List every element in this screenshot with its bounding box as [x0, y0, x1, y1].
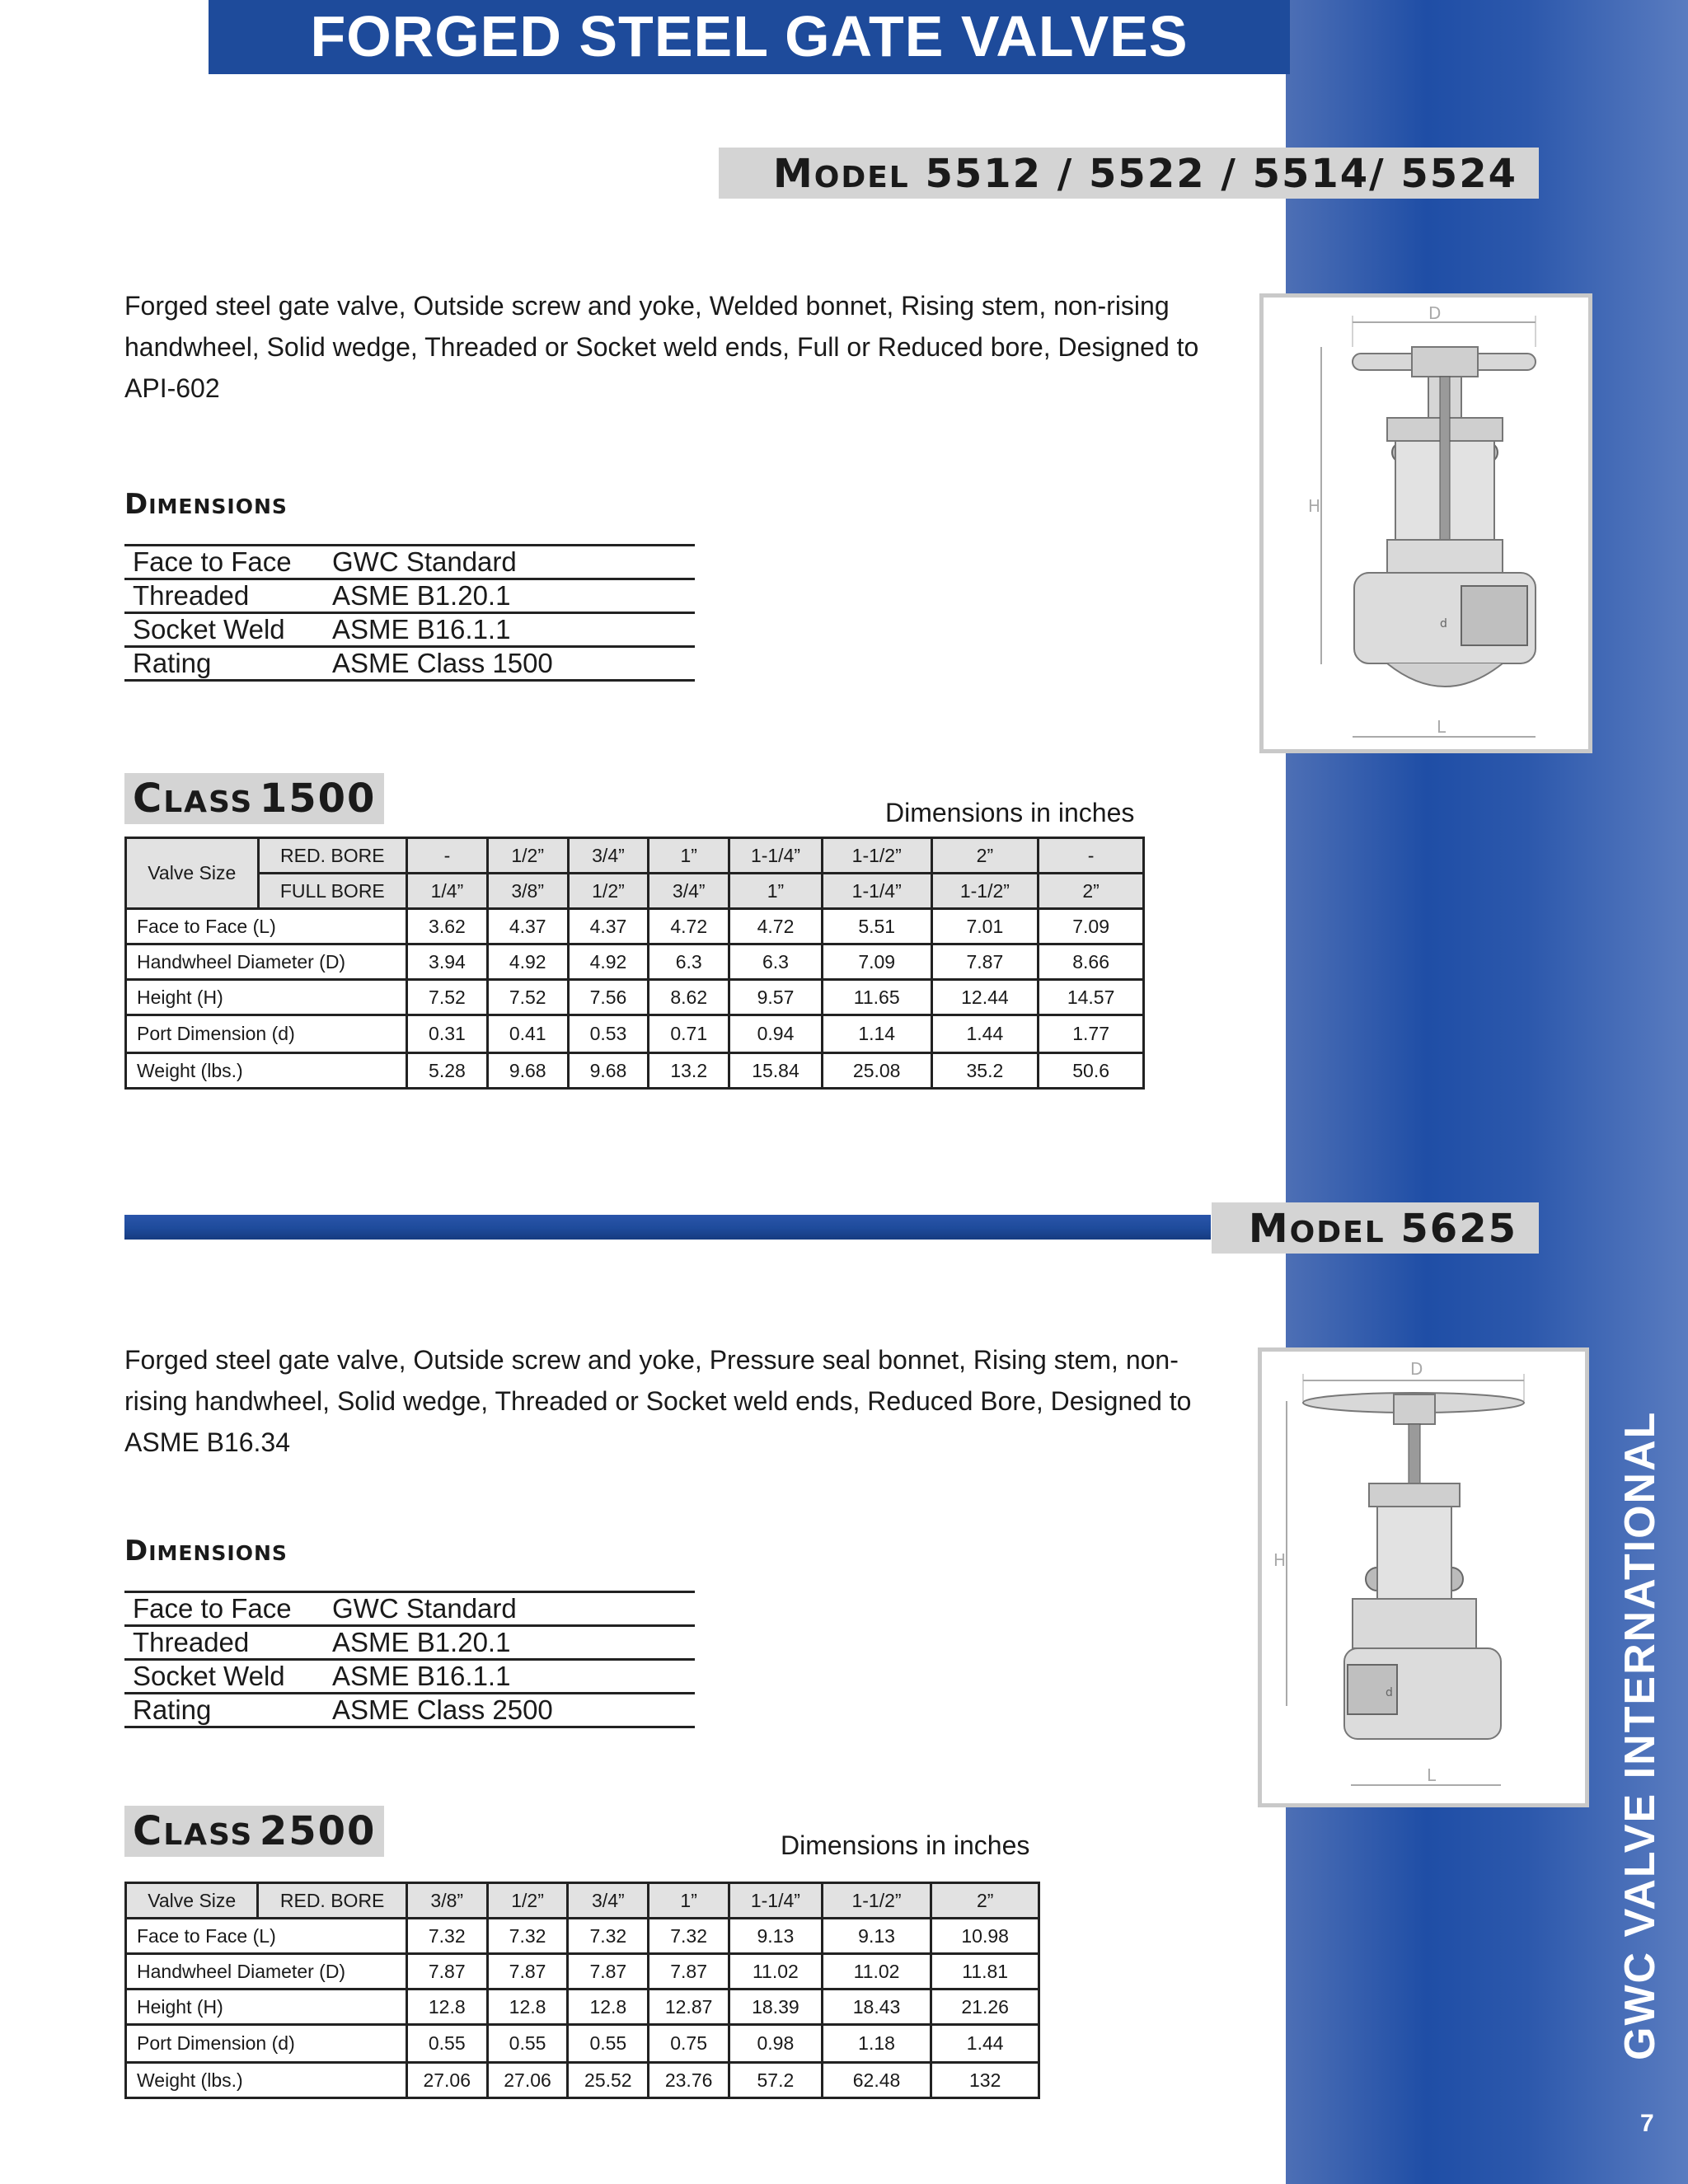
table-cell: 9.57: [729, 980, 823, 1015]
class-heading-2-cap: C: [133, 1808, 164, 1854]
red-bore-header: RED. BORE: [258, 838, 407, 874]
table-cell: 0.31: [407, 1015, 488, 1053]
red-bore-size: 1”: [649, 838, 729, 874]
table-cell: 27.06: [487, 2063, 568, 2098]
table-cell: 13.2: [649, 1053, 729, 1089]
spec-value: ASME B1.20.1: [324, 579, 695, 613]
spec-value: GWC Standard: [324, 1592, 695, 1626]
table-cell: 25.08: [822, 1053, 931, 1089]
red-bore-size: -: [1039, 838, 1144, 874]
table-cell: 15.84: [729, 1053, 823, 1089]
red-bore-size: 1-1/4”: [729, 1883, 823, 1919]
table-cell: 4.72: [729, 909, 823, 944]
table-cell: 9.68: [568, 1053, 649, 1089]
spec-value: ASME Class 1500: [324, 647, 695, 681]
valve-drawing-1-label-d: D: [1428, 303, 1442, 323]
row-label: Height (H): [126, 980, 407, 1015]
red-bore-size: 1/2”: [487, 1883, 568, 1919]
full-bore-header: FULL BORE: [258, 874, 407, 909]
model-heading-2: [1212, 1202, 1539, 1254]
valve-drawing-2-label-port: d: [1386, 1686, 1393, 1699]
table-cell: 8.62: [649, 980, 729, 1015]
row-label: Port Dimension (d): [126, 2025, 407, 2063]
spec-value: ASME B1.20.1: [324, 1626, 695, 1660]
row-label: Handwheel Diameter (D): [126, 944, 407, 980]
spec-row: [124, 1660, 695, 1694]
description-1: Forged steel gate valve, Outside screw and yoke, Welded bonnet, Rising stem, non-rising handwheel, Solid wedge, Threaded or Socket weld ends, Full or Reduced bore, Designed to API-602: [124, 291, 1199, 403]
dimensions-heading-1-cap: D: [124, 488, 149, 521]
table-cell: 0.55: [487, 2025, 568, 2063]
table-row: [126, 2025, 1039, 2063]
table-cell: 7.87: [406, 1954, 487, 1990]
table-cell: 1.77: [1039, 1015, 1144, 1053]
class-1500-table: [124, 837, 1145, 1090]
valve-drawing-2-label-d: D: [1410, 1359, 1423, 1379]
table-cell: 7.32: [406, 1919, 487, 1954]
full-bore-size: 3/4”: [649, 874, 729, 909]
valve-drawing-1-label-h: H: [1308, 496, 1321, 516]
table-cell: 27.06: [406, 2063, 487, 2098]
table-cell: 0.53: [568, 1015, 649, 1053]
table-cell: 0.75: [649, 2025, 729, 2063]
table-cell: 1.18: [822, 2025, 931, 2063]
red-bore-size: -: [407, 838, 488, 874]
red-bore-size: 1-1/2”: [822, 838, 931, 874]
table-cell: 1.44: [931, 2025, 1039, 2063]
full-bore-size: 1”: [729, 874, 823, 909]
table-cell: 3.62: [407, 909, 488, 944]
table-cell: 7.01: [931, 909, 1039, 944]
red-bore-size: 2”: [931, 838, 1039, 874]
spec-value: ASME B16.1.1: [324, 1660, 695, 1694]
table-row: [126, 1919, 1039, 1954]
table-cell: 0.94: [729, 1015, 823, 1053]
table-cell: 0.55: [568, 2025, 649, 2063]
table-cell: 4.37: [487, 909, 568, 944]
table-cell: 0.55: [406, 2025, 487, 2063]
table-cell: 1.14: [822, 1015, 931, 1053]
table-cell: 0.98: [729, 2025, 823, 2063]
table-cell: 7.56: [568, 980, 649, 1015]
model-heading-2-word: ODEL: [1289, 1216, 1386, 1249]
table-cell: 7.09: [1039, 909, 1144, 944]
table-cell: 12.8: [487, 1990, 568, 2025]
red-bore-size: 2”: [931, 1883, 1039, 1919]
table-cell: 132: [931, 2063, 1039, 2098]
page-title: FORGED STEEL GATE VALVES: [209, 0, 1290, 74]
table-cell: 12.44: [931, 980, 1039, 1015]
spec-value: GWC Standard: [324, 546, 695, 579]
table-cell: 12.87: [649, 1990, 729, 2025]
valve-drawing-2-label-l: L: [1427, 1765, 1437, 1785]
class-heading-1: [124, 773, 384, 824]
dimensions-note-2: Dimensions in inches: [781, 1830, 1030, 1860]
full-bore-size: 2”: [1039, 874, 1144, 909]
table-cell: 11.02: [822, 1954, 931, 1990]
row-label: Height (H): [126, 1990, 407, 2025]
spec-row: [124, 1694, 695, 1727]
table-cell: 14.57: [1039, 980, 1144, 1015]
dimensions-heading-2: [124, 1535, 288, 1568]
dimensions-heading-1-rest: IMENSIONS: [148, 494, 288, 518]
table-cell: 3.94: [407, 944, 488, 980]
red-bore-size: 3/8”: [406, 1883, 487, 1919]
table-row: [126, 1053, 1144, 1089]
spec-value: ASME B16.1.1: [324, 613, 695, 647]
spec-label: Rating: [124, 1694, 324, 1727]
table-row: [126, 944, 1144, 980]
table-row: [126, 1990, 1039, 2025]
dimensions-heading-2-cap: D: [124, 1535, 149, 1568]
dimensions-heading-1: [124, 488, 288, 521]
class-heading-2-rest: LASS: [163, 1818, 254, 1852]
table-cell: 18.39: [729, 1990, 823, 2025]
table-cell: 23.76: [649, 2063, 729, 2098]
class-heading-1-rest: LASS: [163, 785, 254, 819]
table-cell: 12.8: [568, 1990, 649, 2025]
table-cell: 11.65: [822, 980, 931, 1015]
full-bore-size: 1-1/4”: [822, 874, 931, 909]
table-cell: 7.87: [568, 1954, 649, 1990]
table-cell: 6.3: [729, 944, 823, 980]
table-cell: 7.09: [822, 944, 931, 980]
page-number: 7: [1640, 2110, 1654, 2137]
red-bore-size: 1”: [649, 1883, 729, 1919]
class-heading-1-number: 1500: [259, 776, 377, 822]
table-cell: 0.41: [487, 1015, 568, 1053]
table-cell: 7.32: [568, 1919, 649, 1954]
red-bore-header: RED. BORE: [258, 1883, 406, 1919]
red-bore-size: 1-1/2”: [822, 1883, 931, 1919]
class-heading-2-number: 2500: [259, 1808, 377, 1854]
spec-label: Face to Face: [124, 546, 324, 579]
spec-row: [124, 613, 695, 647]
table-cell: 11.02: [729, 1954, 823, 1990]
table-cell: 62.48: [822, 2063, 931, 2098]
class-heading-2: [124, 1806, 384, 1857]
table-cell: 1.44: [931, 1015, 1039, 1053]
valve-drawing-2-label-h: H: [1273, 1550, 1287, 1570]
row-label: Weight (lbs.): [126, 1053, 407, 1089]
model-heading-2-cap: M: [1248, 1206, 1290, 1252]
valve-drawing-1-label-port: d: [1440, 617, 1447, 630]
red-bore-size: 1/2”: [487, 838, 568, 874]
red-bore-size: 1-1/4”: [729, 838, 823, 874]
table-header-row: [126, 1883, 1039, 1919]
table-cell: 12.8: [406, 1990, 487, 2025]
class-2500-table: [124, 1882, 1040, 2099]
full-bore-size: 1/2”: [568, 874, 649, 909]
spec-row: [124, 579, 695, 613]
spec-row: [124, 546, 695, 579]
model-heading-1: [719, 148, 1539, 199]
table-cell: 9.13: [729, 1919, 823, 1954]
valve-size-header: Valve Size: [126, 1883, 258, 1919]
table-cell: 4.92: [568, 944, 649, 980]
table-row: [126, 980, 1144, 1015]
row-label: Face to Face (L): [126, 1919, 407, 1954]
sidebar-brand-text: GWC VALVE INTERNATIONAL: [1616, 1410, 1664, 2060]
table-cell: 7.32: [649, 1919, 729, 1954]
model-heading-2-numbers: 5625: [1400, 1206, 1517, 1252]
row-label: Handwheel Diameter (D): [126, 1954, 407, 1990]
table-cell: 7.87: [649, 1954, 729, 1990]
table-cell: 7.52: [487, 980, 568, 1015]
table-cell: 50.6: [1039, 1053, 1144, 1089]
spec-label: Socket Weld: [124, 1660, 324, 1694]
red-bore-size: 3/4”: [568, 838, 649, 874]
table-cell: 7.52: [407, 980, 488, 1015]
spec-label: Face to Face: [124, 1592, 324, 1626]
red-bore-size: 3/4”: [568, 1883, 649, 1919]
valve-drawing-2-svg: [1262, 1352, 1585, 1803]
spec-table-1: [124, 544, 695, 682]
table-header-row: [126, 874, 1144, 909]
valve-size-header: Valve Size: [126, 838, 259, 909]
table-cell: 35.2: [931, 1053, 1039, 1089]
row-label: Face to Face (L): [126, 909, 407, 944]
model-heading-1-word: ODEL: [814, 161, 910, 194]
row-label: Weight (lbs.): [126, 2063, 407, 2098]
table-cell: 0.71: [649, 1015, 729, 1053]
table-row: [126, 2063, 1039, 2098]
valve-drawing-2: [1258, 1347, 1589, 1807]
spec-label: Threaded: [124, 1626, 324, 1660]
spec-label: Rating: [124, 647, 324, 681]
table-row: [126, 1954, 1039, 1990]
table-cell: 57.2: [729, 2063, 823, 2098]
row-label: Port Dimension (d): [126, 1015, 407, 1053]
full-bore-size: 1/4”: [407, 874, 488, 909]
table-cell: 7.32: [487, 1919, 568, 1954]
table-cell: 8.66: [1039, 944, 1144, 980]
table-cell: 11.81: [931, 1954, 1039, 1990]
table-cell: 5.28: [407, 1053, 488, 1089]
full-bore-size: 3/8”: [487, 874, 568, 909]
table-cell: 25.52: [568, 2063, 649, 2098]
model-heading-1-numbers: 5512 / 5522 / 5514/ 5524: [925, 151, 1517, 197]
table-cell: 9.68: [487, 1053, 568, 1089]
spec-row: [124, 647, 695, 681]
table-cell: 4.37: [568, 909, 649, 944]
table-cell: 7.87: [487, 1954, 568, 1990]
section-divider: [124, 1215, 1211, 1240]
spec-label: Threaded: [124, 579, 324, 613]
description-2: Forged steel gate valve, Outside screw and yoke, Pressure seal bonnet, Rising stem, non-rising handwheel, Solid wedge, Threaded or Socket weld ends, Reduced Bore, Designed to ASME B16.34: [124, 1345, 1192, 1457]
valve-drawing-1: [1259, 293, 1592, 753]
full-bore-size: 1-1/2”: [931, 874, 1039, 909]
table-cell: 21.26: [931, 1990, 1039, 2025]
spec-table-2: [124, 1591, 695, 1728]
model-heading-1-cap: M: [772, 151, 814, 197]
spec-row: [124, 1626, 695, 1660]
spec-value: ASME Class 2500: [324, 1694, 695, 1727]
table-row: [126, 1015, 1144, 1053]
table-header-row: [126, 838, 1144, 874]
table-cell: 4.72: [649, 909, 729, 944]
table-row: [126, 909, 1144, 944]
table-cell: 4.92: [487, 944, 568, 980]
valve-drawing-1-label-l: L: [1437, 717, 1447, 737]
table-cell: 18.43: [822, 1990, 931, 2025]
valve-drawing-1-svg: [1264, 298, 1588, 749]
table-cell: 5.51: [822, 909, 931, 944]
table-cell: 10.98: [931, 1919, 1039, 1954]
dimensions-note-1: Dimensions in inches: [885, 798, 1135, 827]
table-cell: 6.3: [649, 944, 729, 980]
spec-label: Socket Weld: [124, 613, 324, 647]
class-heading-1-cap: C: [133, 776, 164, 822]
table-cell: 7.87: [931, 944, 1039, 980]
table-cell: 9.13: [822, 1919, 931, 1954]
dimensions-heading-2-rest: IMENSIONS: [148, 1541, 288, 1565]
spec-row: [124, 1592, 695, 1626]
